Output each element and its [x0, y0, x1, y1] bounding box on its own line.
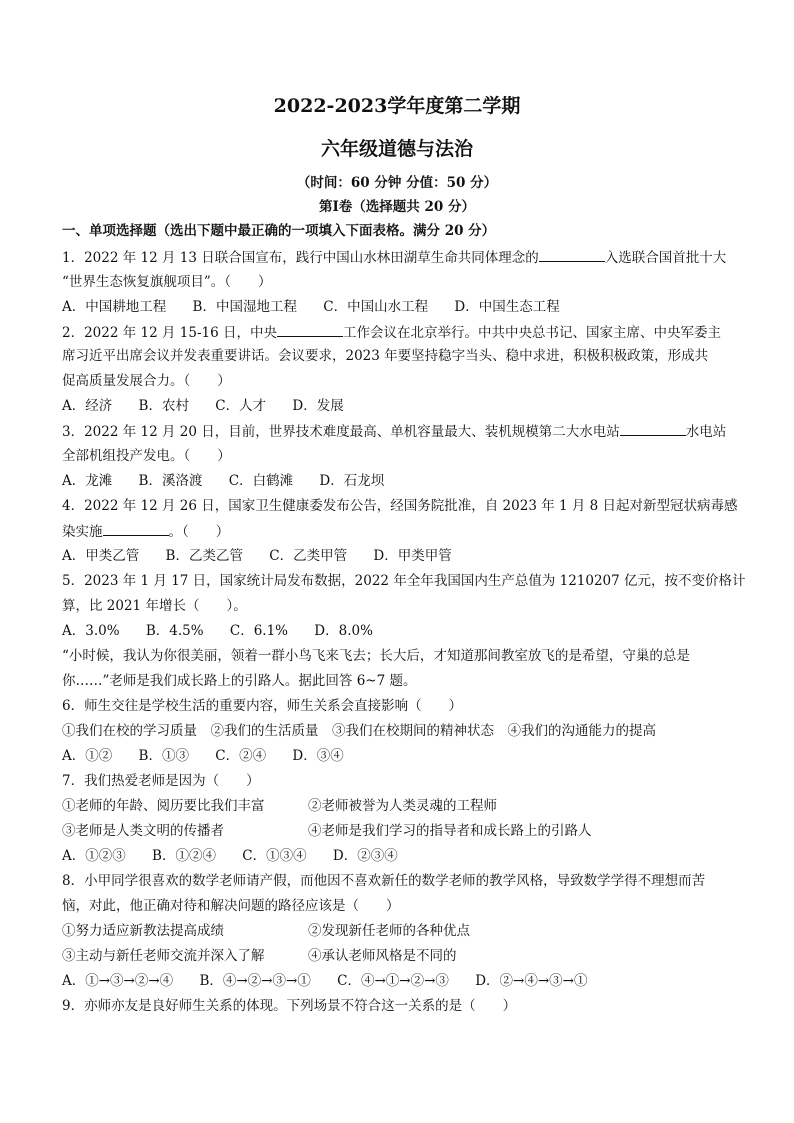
exam-year-title: 2022-2023学年度第二学期	[273, 95, 521, 117]
q3-option-a: A．龙滩	[62, 473, 113, 489]
q3-stem-part2: 水电站	[685, 424, 727, 440]
q3-stem-line1	[62, 421, 726, 442]
q7-choices-row2	[62, 821, 592, 841]
q7-choice-1: ①老师的年龄、阅历要比我们丰富	[62, 798, 265, 814]
q9-stem: 9．亦师亦友是良好师生关系的体现。下列场景不符合这一关系的是（ ）	[62, 998, 517, 1014]
q1-stem-part2: 入选联合国首批十大	[604, 250, 727, 266]
section-heading: 一、单项选择题（选出下题中最正确的一项填入下面表格。满分 20 分）	[62, 223, 496, 239]
q1-option-c: C．中国山水工程	[323, 299, 429, 315]
exam-subject-title: 六年级道德与法治	[320, 138, 473, 160]
q8-choices-row1	[62, 921, 470, 941]
q8-option-a: A．①→③→②→④	[62, 973, 174, 989]
q3-option-b: B．溪洛渡	[138, 473, 203, 489]
q6-options	[62, 746, 366, 766]
exam-time-info: （时间：60 分钟 分值：50 分）	[296, 175, 498, 191]
q2-stem-part2: 工作会议在北京举行。中共中央总书记、国家主席、中央军委主	[343, 325, 721, 341]
q1-stem-line2: “世界生态恢复旗舰项目”。（ ）	[62, 274, 272, 290]
q3-option-d: D．石龙坝	[319, 473, 385, 489]
q5-options	[62, 621, 395, 641]
q8-options	[62, 971, 609, 991]
q2-option-a: A．经济	[62, 398, 113, 414]
q4-option-c: C．乙类甲管	[269, 548, 348, 564]
q4-stem-part2: 。（ ）	[168, 524, 230, 540]
q2-stem-part1: 2．2022 年 12 月 15-16 日，中央	[62, 325, 277, 341]
q7-options	[62, 846, 420, 866]
q7-option-c: C．①③④	[242, 848, 307, 864]
q1-stem-line1	[62, 247, 726, 268]
q7-choice-2: ②老师被誉为人类灵魂的工程师	[308, 798, 497, 814]
q2-stem-line1	[62, 322, 721, 343]
q1-option-a: A．中国耕地工程	[62, 299, 167, 315]
q6-option-d: D．③④	[292, 748, 344, 764]
q4-stem-line1: 4．2022 年 12 月 26 日，国家卫生健康委发布公告，经国务院批准，自 2023 年 1 月 8 日起对新型冠状病毒感	[62, 498, 738, 514]
q5-option-c: C．6.1%	[229, 623, 288, 639]
q2-option-c: C．人才	[215, 398, 267, 414]
passage-line1: “小时候，我认为你很美丽，领着一群小鸟飞来飞去；长大后，才知道那间教室放飞的是希望，守巢的总是	[62, 648, 690, 664]
q7-choices-row1	[62, 796, 497, 816]
q5-option-b: B．4.5%	[145, 623, 204, 639]
q1-answer-blank	[539, 247, 605, 262]
passage-line2: 你……”老师是我们成长路上的引路人。据此回答 6~7 题。	[62, 673, 417, 689]
q4-answer-blank	[103, 521, 169, 536]
q2-options	[62, 396, 366, 416]
q8-choice-4: ④承认老师风格是不同的	[308, 948, 457, 964]
q4-option-d: D．甲类甲管	[373, 548, 452, 564]
q8-option-d: D．②→④→③→①	[475, 973, 588, 989]
exam-volume-info: 第Ⅰ卷（选择题共 20 分）	[318, 199, 475, 215]
q7-option-d: D．②③④	[332, 848, 398, 864]
q3-stem-line2: 全部机组投产发电。（ ）	[62, 448, 231, 464]
q3-options	[62, 471, 406, 491]
q5-option-a: A．3.0%	[62, 623, 120, 639]
q3-stem-part1: 3．2022 年 12 月 20 日，目前，世界技术难度最高、单机容量最大、装机规模第二大水电站	[62, 424, 620, 440]
q6-option-b: B．①③	[138, 748, 189, 764]
q8-stem-line2: 恼，对此，他正确对待和解决问题的路径应该是（ ）	[62, 898, 400, 914]
q8-option-c: C．④→①→②→③	[337, 973, 449, 989]
q8-choices-row2	[62, 946, 457, 966]
q7-option-b: B．①②④	[152, 848, 216, 864]
q5-option-d: D．8.0%	[314, 623, 373, 639]
q2-stem-line3: 促高质量发展合力。（ ）	[62, 373, 231, 389]
q4-option-b: B．乙类乙管	[165, 548, 243, 564]
q3-answer-blank	[620, 421, 686, 436]
q2-answer-blank	[277, 322, 343, 337]
q8-stem-line1: 8．小甲同学很喜欢的数学老师请产假，而他因不喜欢新任的数学老师的教学风格，导致数学学得不理想而苦	[62, 873, 706, 889]
q2-stem-line2: 席习近平出席会议并发表重要讲话。会议要求，2023 年要坚持稳字当头、稳中求进，积极积极政策，形成共	[62, 348, 709, 364]
q2-option-d: D．发展	[292, 398, 344, 414]
q7-choice-3: ③老师是人类文明的传播者	[62, 823, 224, 839]
q4-options	[62, 546, 474, 566]
q6-stem: 6．师生交往是学校生活的重要内容，师生关系会直接影响（ ）	[62, 698, 463, 714]
q8-choice-1: ①努力适应新教法提高成绩	[62, 923, 224, 939]
q6-option-a: A．①②	[62, 748, 113, 764]
q7-choice-4: ④老师是我们学习的指导者和成长路上的引路人	[308, 823, 592, 839]
q7-stem: 7．我们热爱老师是因为（ ）	[62, 773, 260, 789]
q6-option-c: C．②④	[215, 748, 267, 764]
q1-option-b: B．中国湿地工程	[192, 299, 297, 315]
q5-stem-line1: 5．2023 年 1 月 17 日，国家统计局发布数据，2022 年全年我国国内生产总值为 1210207 亿元，按不变价格计	[62, 573, 746, 589]
q8-option-b: B．④→②→③→①	[199, 973, 311, 989]
q1-option-d: D．中国生态工程	[454, 299, 560, 315]
q5-stem-line2: 算，比 2021 年增长（ ）。	[62, 598, 247, 614]
q8-choice-3: ③主动与新任老师交流并深入了解	[62, 948, 265, 964]
q1-options	[62, 297, 582, 317]
q2-option-b: B．农村	[138, 398, 189, 414]
q6-choices: ①我们在校的学习质量 ②我们的生活质量 ③我们在校期间的精神状态 ④我们的沟通能力的提高	[62, 723, 656, 739]
q3-option-c: C．白鹤滩	[228, 473, 294, 489]
q1-stem-part1: 1．2022 年 12 月 13 日联合国宣布，践行中国山水林田湖草生命共同体理念的	[62, 250, 539, 266]
q4-stem-part1: 染实施	[62, 524, 103, 540]
q8-choice-2: ②发现新任老师的各种优点	[308, 923, 470, 939]
q7-option-a: A．①②③	[62, 848, 126, 864]
q4-option-a: A．甲类乙管	[62, 548, 140, 564]
q4-stem-line2	[62, 521, 229, 542]
